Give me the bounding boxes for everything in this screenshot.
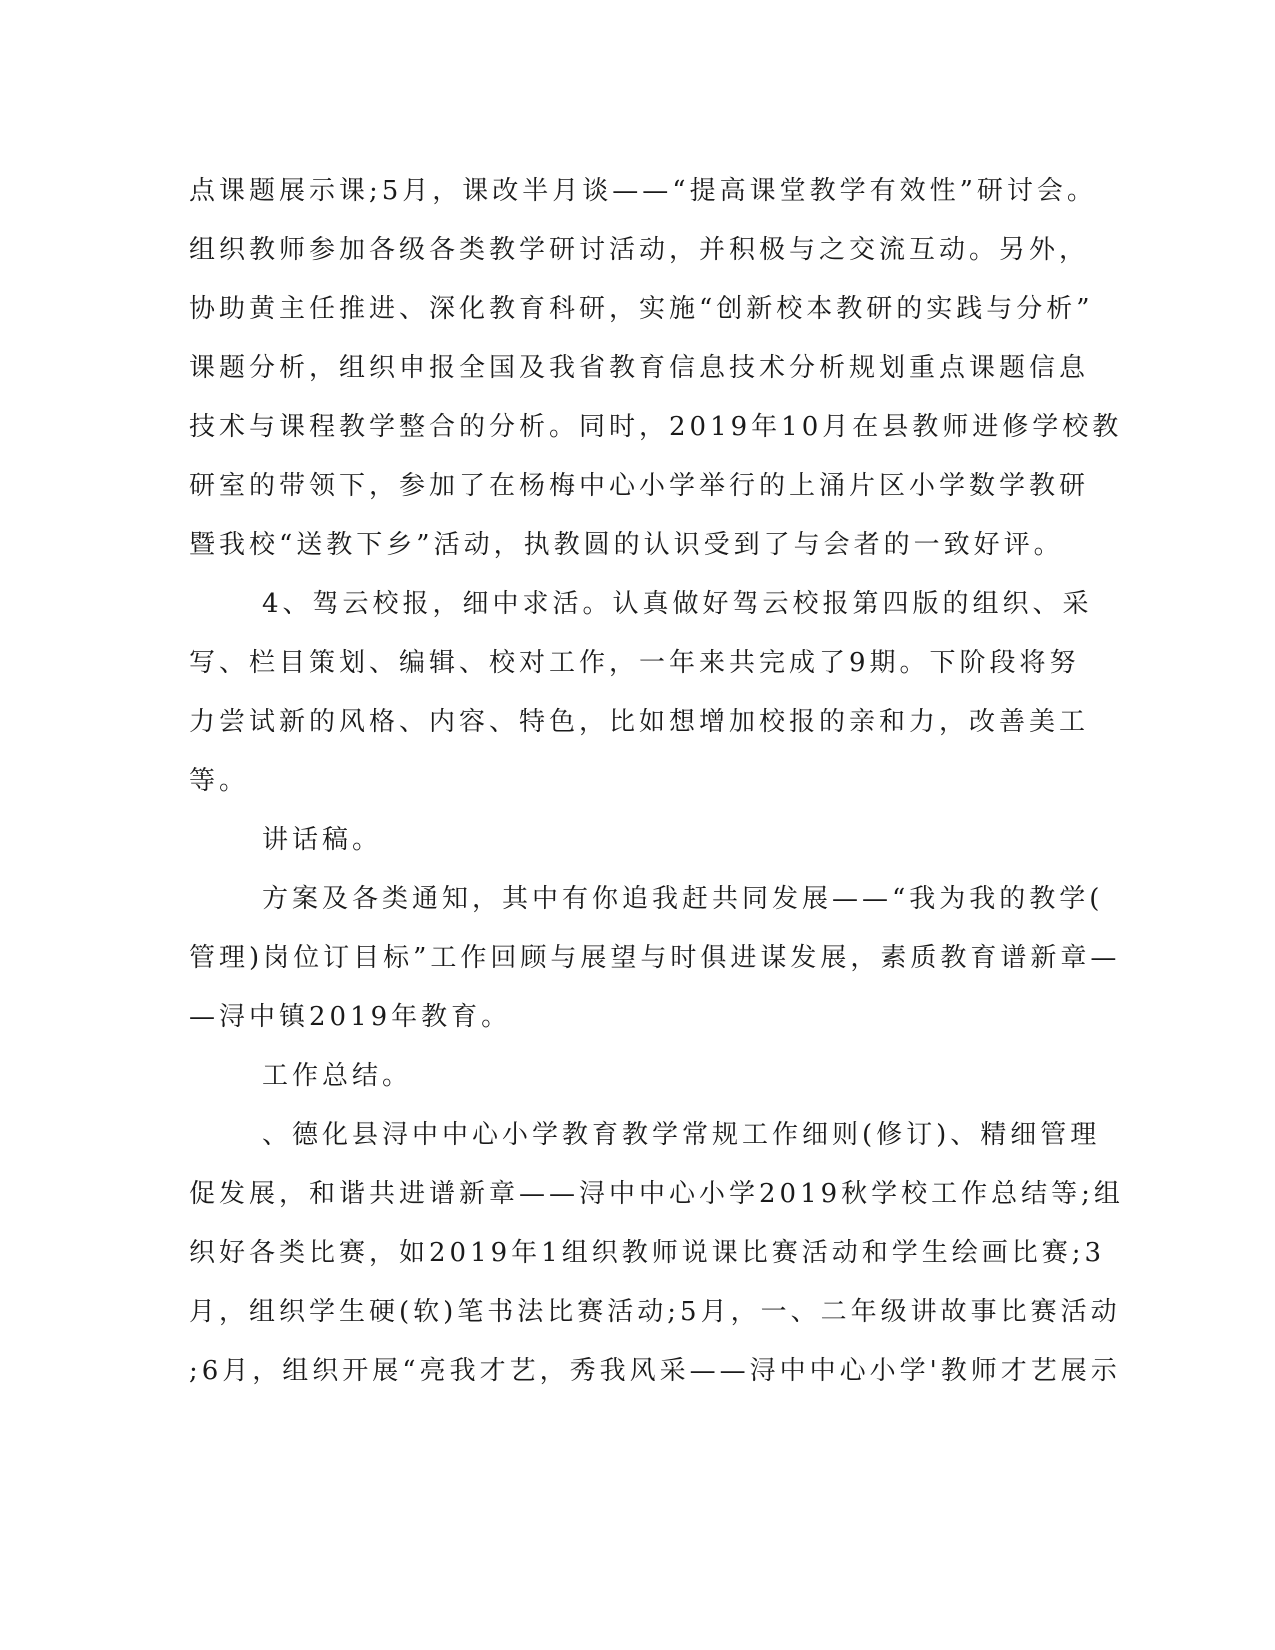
text-line: 技术与课程教学整合的分析。同时，2019年10月在县教师进修学校教 xyxy=(189,412,1123,442)
text-line: 研室的带领下，参加了在杨梅中心小学举行的上涌片区小学数学教研 xyxy=(189,471,1090,501)
paragraph-start-line: 讲话稿。 xyxy=(262,825,383,855)
paragraph-start-line: 、德化县浔中中心小学教育教学常规工作细则(修订)、精细管理 xyxy=(262,1120,1101,1150)
paragraph-start-line: 方案及各类通知，其中有你追我赶共同发展——“我为我的教学( xyxy=(262,884,1104,914)
text-line: 力尝试新的风格、内容、特色，比如想增加校报的亲和力，改善美工 xyxy=(189,707,1090,737)
text-line: ;6月，组织开展“亮我才艺，秀我风采——浔中中心小学'教师才艺展示 xyxy=(189,1356,1121,1386)
document-body xyxy=(189,162,1124,1401)
text-line: 组织教师参加各级各类教学研讨活动，并积极与之交流互动。另外， xyxy=(189,235,1090,265)
text-line: 暨我校“送教下乡”活动，执教圆的认识受到了与会者的一致好评。 xyxy=(189,530,1064,560)
text-line: 点课题展示课;5月，课改半月谈——“提高课堂教学有效性”研讨会。 xyxy=(189,176,1097,206)
text-line: 课题分析，组织申报全国及我省教育信息技术分析规划重点课题信息 xyxy=(189,353,1090,383)
text-line: 促发展，和谐共进谱新章——浔中中心小学2019秋学校工作总结等;组 xyxy=(189,1179,1124,1209)
text-line: 月，组织学生硬(软)笔书法比赛活动;5月，一、二年级讲故事比赛活动 xyxy=(189,1297,1121,1327)
text-line: 等。 xyxy=(189,766,250,796)
text-line: 写、栏目策划、编辑、校对工作，一年来共完成了9期。下阶段将努 xyxy=(189,648,1080,678)
text-line: 协助黄主任推进、深化教育科研，实施“创新校本教研的实践与分析” xyxy=(189,294,1094,324)
text-line: —浔中镇2019年教育。 xyxy=(189,1002,512,1032)
paragraph-start-line: 4、驾云校报，细中求活。认真做好驾云校报第四版的组织、采 xyxy=(262,589,1093,619)
text-line: 织好各类比赛，如2019年1组织教师说课比赛活动和学生绘画比赛;3 xyxy=(189,1238,1106,1268)
paragraph-start-line: 工作总结。 xyxy=(262,1061,413,1091)
text-line: 管理)岗位订目标”工作回顾与展望与时俱进谋发展，素质教育谱新章— xyxy=(189,943,1121,973)
